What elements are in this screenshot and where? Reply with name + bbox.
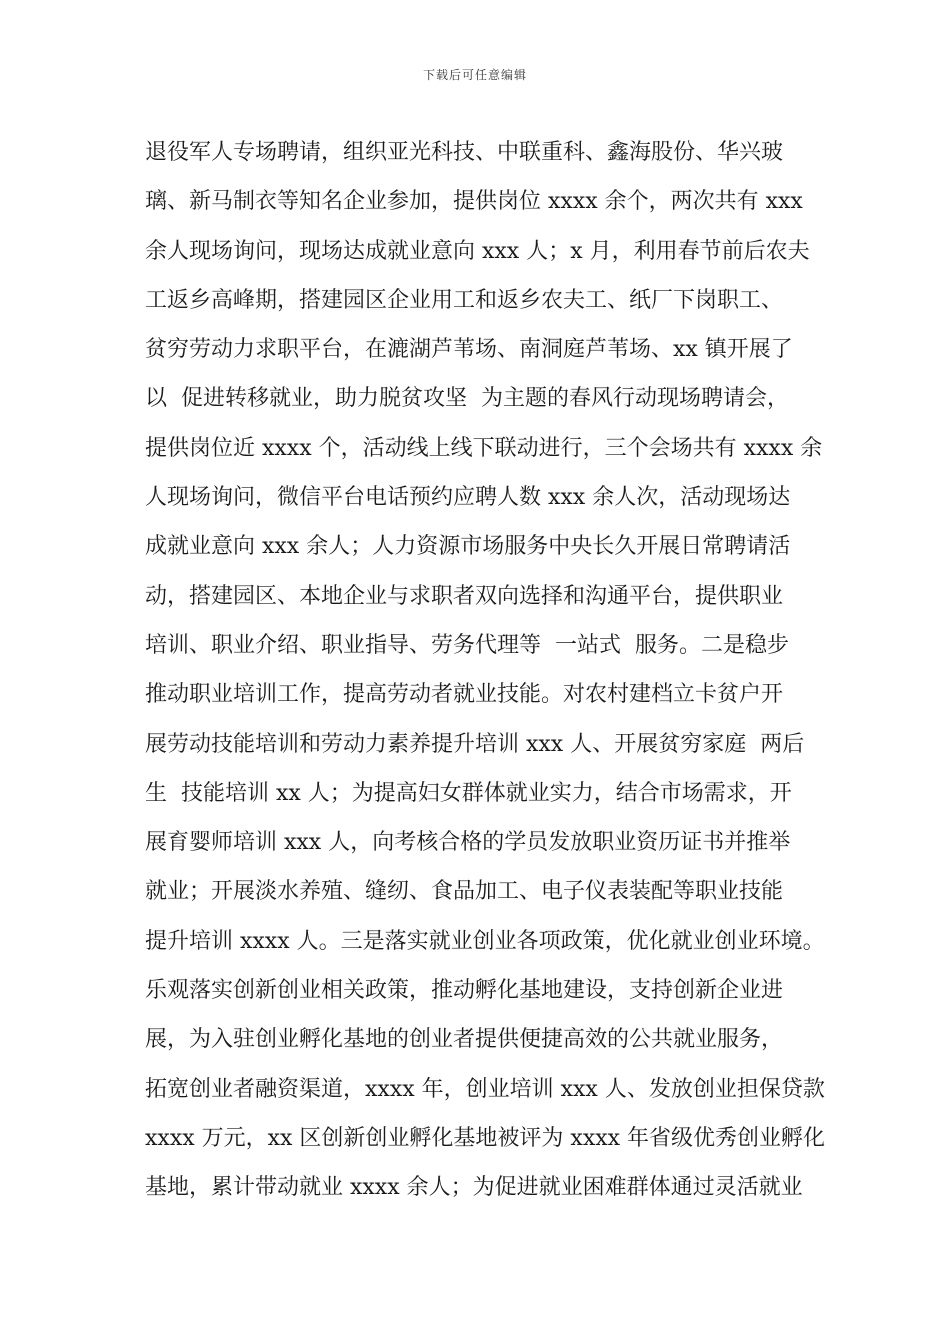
text-line: 退役军人专场聘请，组织亚光科技、中联重科、鑫海股份、华兴玻: [145, 140, 784, 165]
text-line: 乐观落实创新创业相关政策，推动孵化基地建设，支持创新企业进: [145, 978, 784, 1004]
text-line: 生 技能培训 xx 人；为提高妇女群体就业实力，结合市场需求，开: [145, 780, 792, 806]
body-text: [145, 128, 865, 1213]
text-line: 就业；开展淡水养殖、缝纫、食品加工、电子仪表装配等职业技能: [145, 879, 784, 905]
text-line: 贫穷劳动力求职平台，在漉湖芦苇场、南洞庭芦苇场、xx 镇开展了: [145, 337, 793, 363]
text-line: 人现场询问，微信平台电话预约应聘人数 xxx 余人次，活动现场达: [145, 485, 791, 511]
text-line: 成就业意向 xxx 余人；人力资源市场服务中央长久开展日常聘请活: [145, 534, 791, 560]
text-line: 基地，累计带动就业 xxxx 余人；为促进就业困难群体通过灵活就业: [145, 1175, 803, 1201]
text-line: 提供岗位近 xxxx 个，活动线上线下联动进行，三个会场共有 xxxx 余: [145, 435, 823, 461]
text-line: 提升培训 xxxx 人。三是落实就业创业各项政策，优化就业创业环境。: [145, 928, 825, 954]
text-line: xxxx 万元，xx 区创新创业孵化基地被评为 xxxx 年省级优秀创业孵化: [145, 1125, 826, 1151]
text-line: 推动职业培训工作，提高劳动者就业技能。对农村建档立卡贫户开: [145, 682, 784, 708]
text-line: 培训、职业介绍、职业指导、劳务代理等 一站式 服务。二是稳步: [145, 632, 789, 658]
text-line: 璃、新马制衣等知名企业参加，提供岗位 xxxx 余个，两次共有 xxx: [145, 189, 803, 215]
text-line: 动，搭建园区、本地企业与求职者双向选择和沟通平台，提供职业: [145, 583, 784, 609]
text-line: 余人现场询问，现场达成就业意向 xxx 人；x 月，利用春节前后农夫: [145, 238, 810, 264]
header-note: 下载后可任意编辑: [422, 68, 527, 82]
text-line: 拓宽创业者融资渠道，xxxx 年，创业培训 xxx 人、发放创业担保贷款: [145, 1076, 825, 1102]
text-line: 展，为入驻创业孵化基地的创业者提供便捷高效的公共就业服务，: [145, 1027, 784, 1053]
text-line: 展育婴师培训 xxx 人，向考核合格的学员发放职业资历证书并推举: [145, 830, 791, 856]
text-line: 工返乡高峰期，搭建园区企业用工和返乡农夫工、纸厂下岗职工、: [145, 287, 784, 313]
text-line: 以 促进转移就业，助力脱贫攻坚 为主题的春风行动现场聘请会，: [145, 386, 789, 412]
text-line: 展劳动技能培训和劳动力素养提升培训 xxx 人、开展贫穷家庭 两后: [145, 731, 805, 757]
